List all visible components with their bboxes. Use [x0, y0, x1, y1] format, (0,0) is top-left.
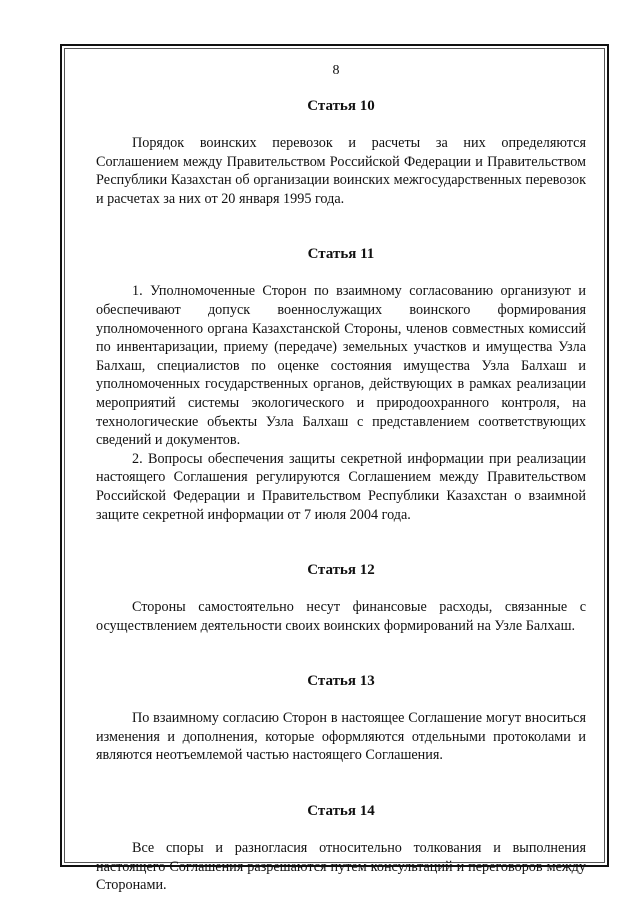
- article-paragraph: 1. Уполномоченные Сторон по взаимному согласованию организуют и обеспечивают допуск военнослужащих воинского формирования уполномоченного органа Казахстанской Стороны, членов совместных комиссий по инвентаризации, приему (передаче) земельных участков и имущества Узла Балхаш, специалистов по оценке состояния имущества Узла Балхаш и уполномоченных государственных органов, действующих в рамках реализации мероприятий системы экологического и природоохранного контроля, на технологические объекты Узла Балхаш с представлением соответствующих сведений и документов.: [96, 283, 586, 449]
- article-paragraph: 2. Вопросы обеспечения защиты секретной информации при реализации настоящего Соглашения регулируются Соглашением между Правительством Российской Федерации и Правительством Республики Казахстан о взаимной защите секретной информации от 7 июля 2004 года.: [96, 450, 586, 523]
- article-heading: Статья 14: [307, 803, 375, 820]
- article-14: [96, 801, 586, 895]
- article-paragraph: По взаимному согласию Сторон в настоящее Соглашение могут вноситься изменения и дополнения, которые оформляются отдельными протоколами и являются неотъемлемой частью настоящего Соглашения.: [96, 710, 586, 764]
- article-paragraph: Порядок воинских перевозок и расчеты за них определяются Соглашением между Правительством Российской Федерации и Правительством Республики Казахстан об организации воинских межгосударственных перевозок и расчетах за них от 20 января 1995 года.: [96, 135, 586, 207]
- article-10: [96, 96, 586, 208]
- page-content: [96, 60, 586, 895]
- article-heading: Статья 12: [307, 562, 375, 579]
- article-heading: Статья 13: [307, 673, 375, 690]
- article-12: [96, 560, 586, 635]
- article-paragraph: Стороны самостоятельно несут финансовые расходы, связанные с осуществлением деятельности своих воинских формирований на Узле Балхаш.: [96, 599, 586, 634]
- page-number: 8: [332, 63, 340, 78]
- article-paragraph: Все споры и разногласия относительно толкования и выполнения настоящего Соглашения разрешаются путем консультаций и переговоров между Сторонами.: [96, 840, 586, 894]
- article-13: [96, 671, 586, 765]
- article-heading: Статья 10: [307, 98, 375, 114]
- article-heading: Статья 11: [307, 246, 375, 263]
- article-11: [96, 244, 586, 524]
